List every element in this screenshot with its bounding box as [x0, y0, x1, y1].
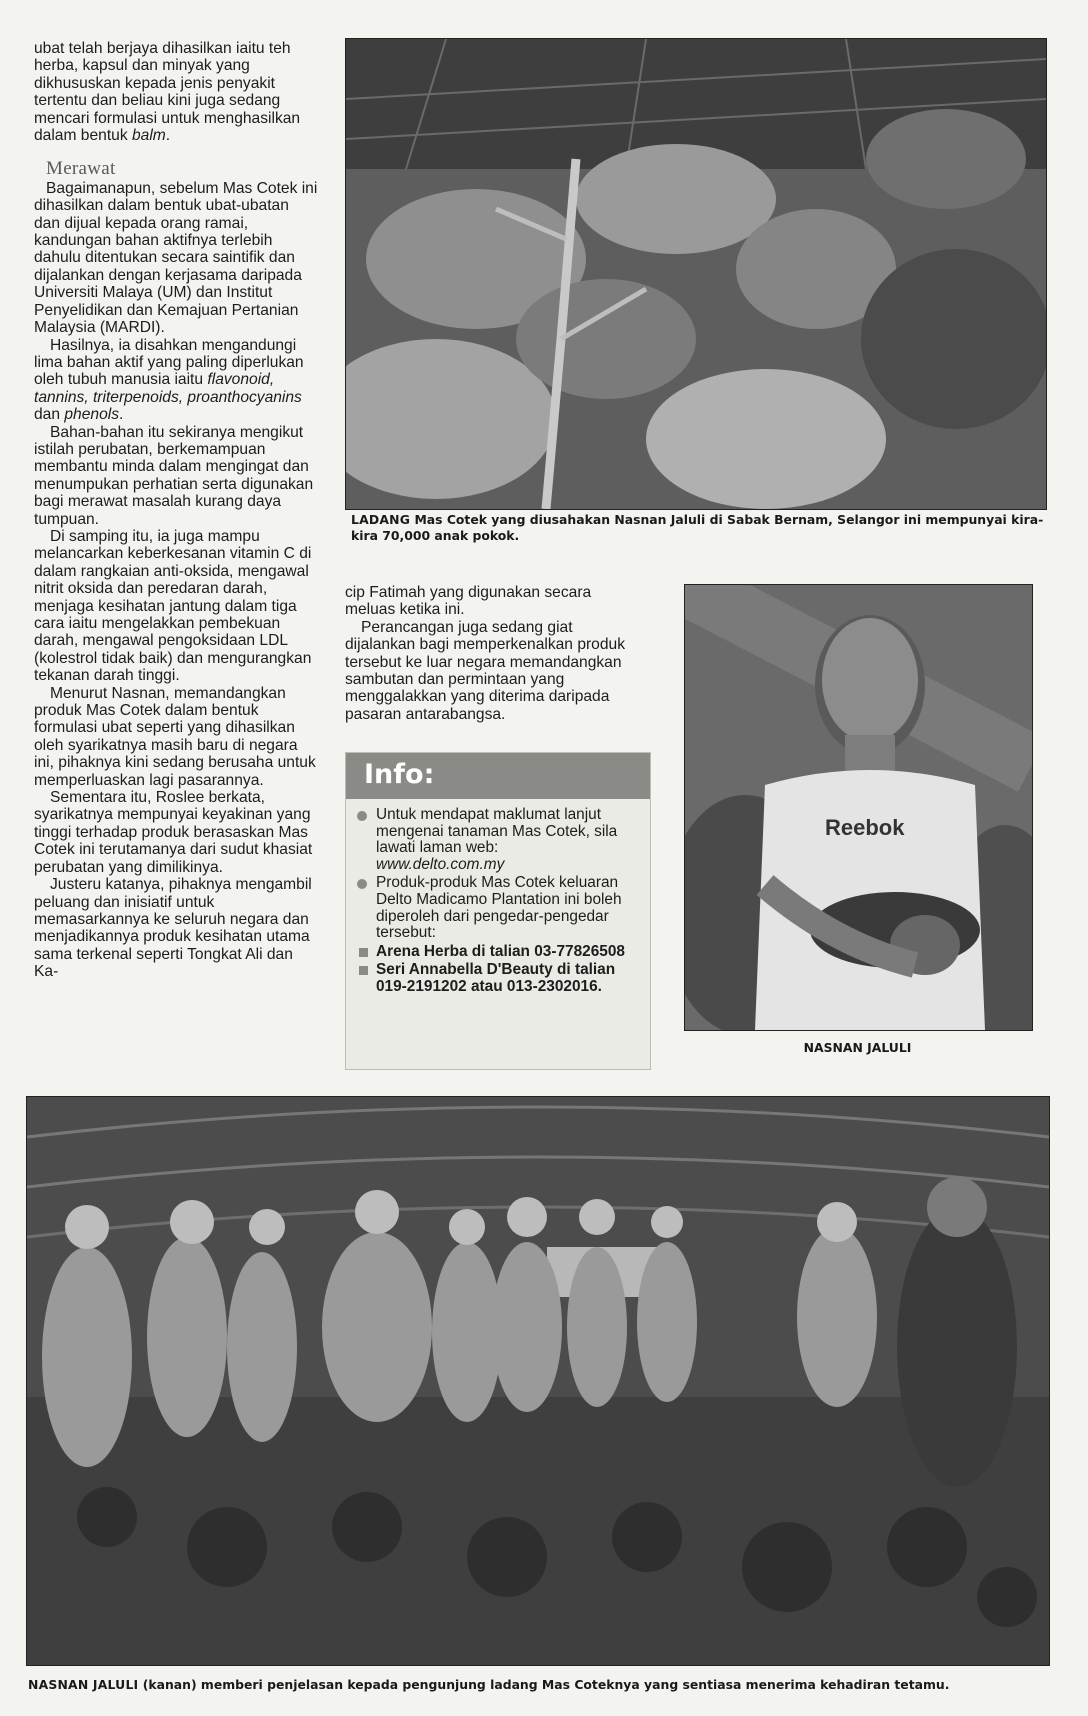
text-italic: flavonoid, tannins, triterpenoids, proanthocyanins — [34, 371, 302, 406]
info-body — [346, 799, 650, 996]
caption-text: (kanan) memberi penjelasan kepada pengunjung ladang Mas Coteknya yang sentiasa menerima kehadiran tetamu. — [142, 1677, 950, 1692]
article-middle-column — [345, 584, 645, 723]
paragraph: Menurut Nasnan, memandangkan produk Mas Cotek dalam bentuk formulasi ubat seperti yang dihasilkan oleh syarikatnya masih baru di negara ini, pihaknya kini sedang berusaha untuk memperluaskan lagi pasarannya. — [34, 684, 316, 789]
paragraph: Perancangan juga sedang giat dijalankan bagi memperkenalkan produk tersebut ke luar negara memandangkan sambutan dan permintaan yang menggalakkan yang diterima daripada pasaran antarabangsa. — [345, 618, 625, 723]
text: dan — [34, 406, 61, 424]
dealer-text: Arena Herba di talian 03-77826508 — [376, 942, 625, 960]
caption-lead: LADANG — [351, 512, 411, 527]
paragraph: Di samping itu, ia juga mampu melancarkan keberkesanan vitamin C di dalam rangkaian anti-oksida, mengawal nitrit oksida dan peredaran darah, menjaga kesihatan jantung dalam tiga cara iaitu mengelakkan pembekuan darah, mengawal pengoksidaan LDL (kolestrol tidak baik) dan mengurangkan tekanan darah tinggi. — [34, 527, 312, 685]
info-item — [356, 875, 642, 941]
plants-image — [346, 39, 1046, 509]
paragraph: Bahan-bahan itu sekiranya mengikut istilah perubatan, berkemampuan membantu minda dalam mengingat dan menumpukan perhatian serta digunakan bagi merawat masalah kurang daya tumpuan. — [34, 423, 314, 528]
info-text: Untuk mendapat maklumat lanjut mengenai tanaman Mas Cotek, sila lawati laman web: — [376, 806, 618, 857]
paragraph: Sementara itu, Roslee berkata, syarikatnya mempunyai keyakinan yang tinggi terhadap produk berasaskan Mas Cotek ini terutamanya dari sudut khasiat perubatan yang dimilikinya. — [34, 789, 313, 876]
caption-text: Mas Cotek yang diusahakan Nasnan Jaluli di Sabak Bernam, Selangor ini mempunyai kira-kira 70,000 anak pokok. — [351, 512, 1044, 543]
group-image — [27, 1097, 1049, 1665]
dealer-item — [356, 944, 642, 961]
dealer-item — [356, 962, 642, 995]
paragraph: Bagaimanapun, sebelum Mas Cotek ini dihasilkan dalam bentuk ubat-ubatan dan dijual kepada orang ramai, kandungan bahan aktifnya terlebih dahulu ditentukan secara saintifik dan dijalankan dengan kerjasama daripada Universiti Malaya (UM) dan Institut Penyelidikan dan Kemajuan Pertanian Malaysia (MARDI). — [34, 179, 318, 337]
bullet-square-icon — [359, 966, 368, 975]
bullet-dot-icon — [357, 811, 367, 821]
bullet-square-icon — [359, 948, 368, 957]
bullet-dot-icon — [357, 879, 367, 889]
text: ubat telah berjaya dihasilkan iaitu teh herba, kapsul dan minyak yang dikhususkan kepada jenis penyakit tertentu dan beliau kini juga sedang mencari formulasi untuk menghasilkan dalam bentuk — [34, 40, 301, 145]
dealer-text: Seri Annabella D'Beauty di talian 019-2191202 atau 013-2302016. — [376, 961, 616, 995]
caption-plants — [351, 512, 1046, 544]
caption-group — [28, 1677, 1048, 1693]
paragraph: cip Fatimah yang digunakan secara meluas ketika ini. — [345, 584, 592, 619]
website-link[interactable]: www.delto.com.my — [376, 855, 505, 873]
caption-lead: NASNAN JALULI — [28, 1677, 139, 1692]
text: . — [119, 406, 124, 424]
info-box — [345, 752, 651, 1070]
text: Hasilnya, ia disahkan mengandungi lima bahan aktif yang paling diperlukan oleh tubuh manusia iaitu — [34, 336, 304, 389]
photo-herb-plants — [345, 38, 1047, 510]
photo-visitors-group — [26, 1096, 1050, 1666]
text: . — [165, 127, 171, 145]
text-italic: phenols — [64, 406, 119, 424]
info-item — [356, 807, 642, 873]
text-italic: balm — [131, 127, 166, 145]
info-header — [346, 753, 650, 799]
paragraph — [34, 40, 319, 144]
portrait-image — [685, 585, 1032, 1030]
shirt-logo: Reebok — [825, 815, 905, 840]
info-text: Produk-produk Mas Cotek keluaran Delto Madicamo Plantation ini boleh diperoleh dari pengedar-pengedar tersebut: — [376, 874, 622, 942]
caption-portrait: NASNAN JALULI — [803, 1040, 912, 1055]
photo-portrait-nasnan — [684, 584, 1033, 1031]
article-left-column — [34, 40, 319, 981]
info-title: Info: — [364, 759, 435, 790]
subheading: Merawat — [46, 158, 116, 180]
paragraph: Justeru katanya, pihaknya mengambil peluang dan inisiatif untuk memasarkannya ke seluruh negara dan menjadikannya produk kesihatan utama sama terkenal seperti Tongkat Ali dan Ka- — [34, 876, 312, 981]
paragraph — [34, 337, 319, 424]
